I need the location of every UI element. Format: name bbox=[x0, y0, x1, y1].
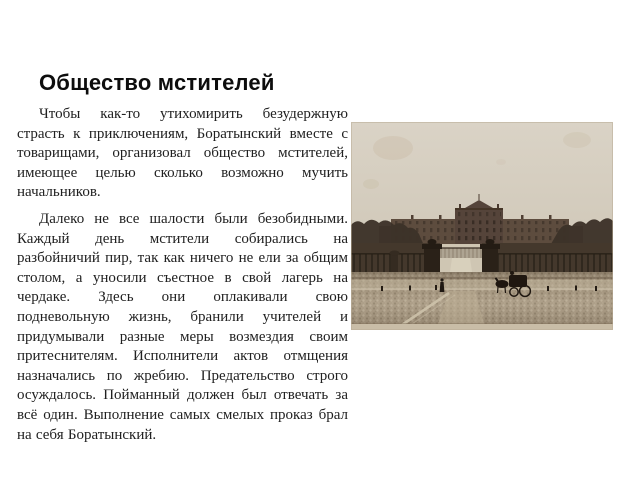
slide-title: Общество мстителей bbox=[39, 70, 275, 95]
cobblestone-square bbox=[351, 272, 613, 330]
body-paragraph-2: Далеко не все шалости были безобидными. Каждый день мстители собирались на разбойничий пир, так как ничего не ели за общим столом, а уносили съестное в свой лагерь на чердаке. Здесь они оплакивали свою подневольную жизнь, бранили учителей и придумывали разные меры возмездия своим притеснителям. Исполнители актов отмщения назначались по жребию. Предательство строго осуждалось. Пойманный должен был отвечать за всё один. Выполнение самых смелых проказ брал на себя Боратынский. bbox=[17, 210, 348, 443]
body-paragraph-1: Чтобы как-то утихомирить безудержную страсть к приключениям, Боратынский вместе с товарищами, организовал общество мстителей, имеющее целью сколько возможно мучить начальников. bbox=[17, 106, 348, 201]
text-column bbox=[17, 70, 348, 452]
palace-photo bbox=[351, 122, 613, 330]
palace-photo-illustration bbox=[351, 122, 613, 330]
